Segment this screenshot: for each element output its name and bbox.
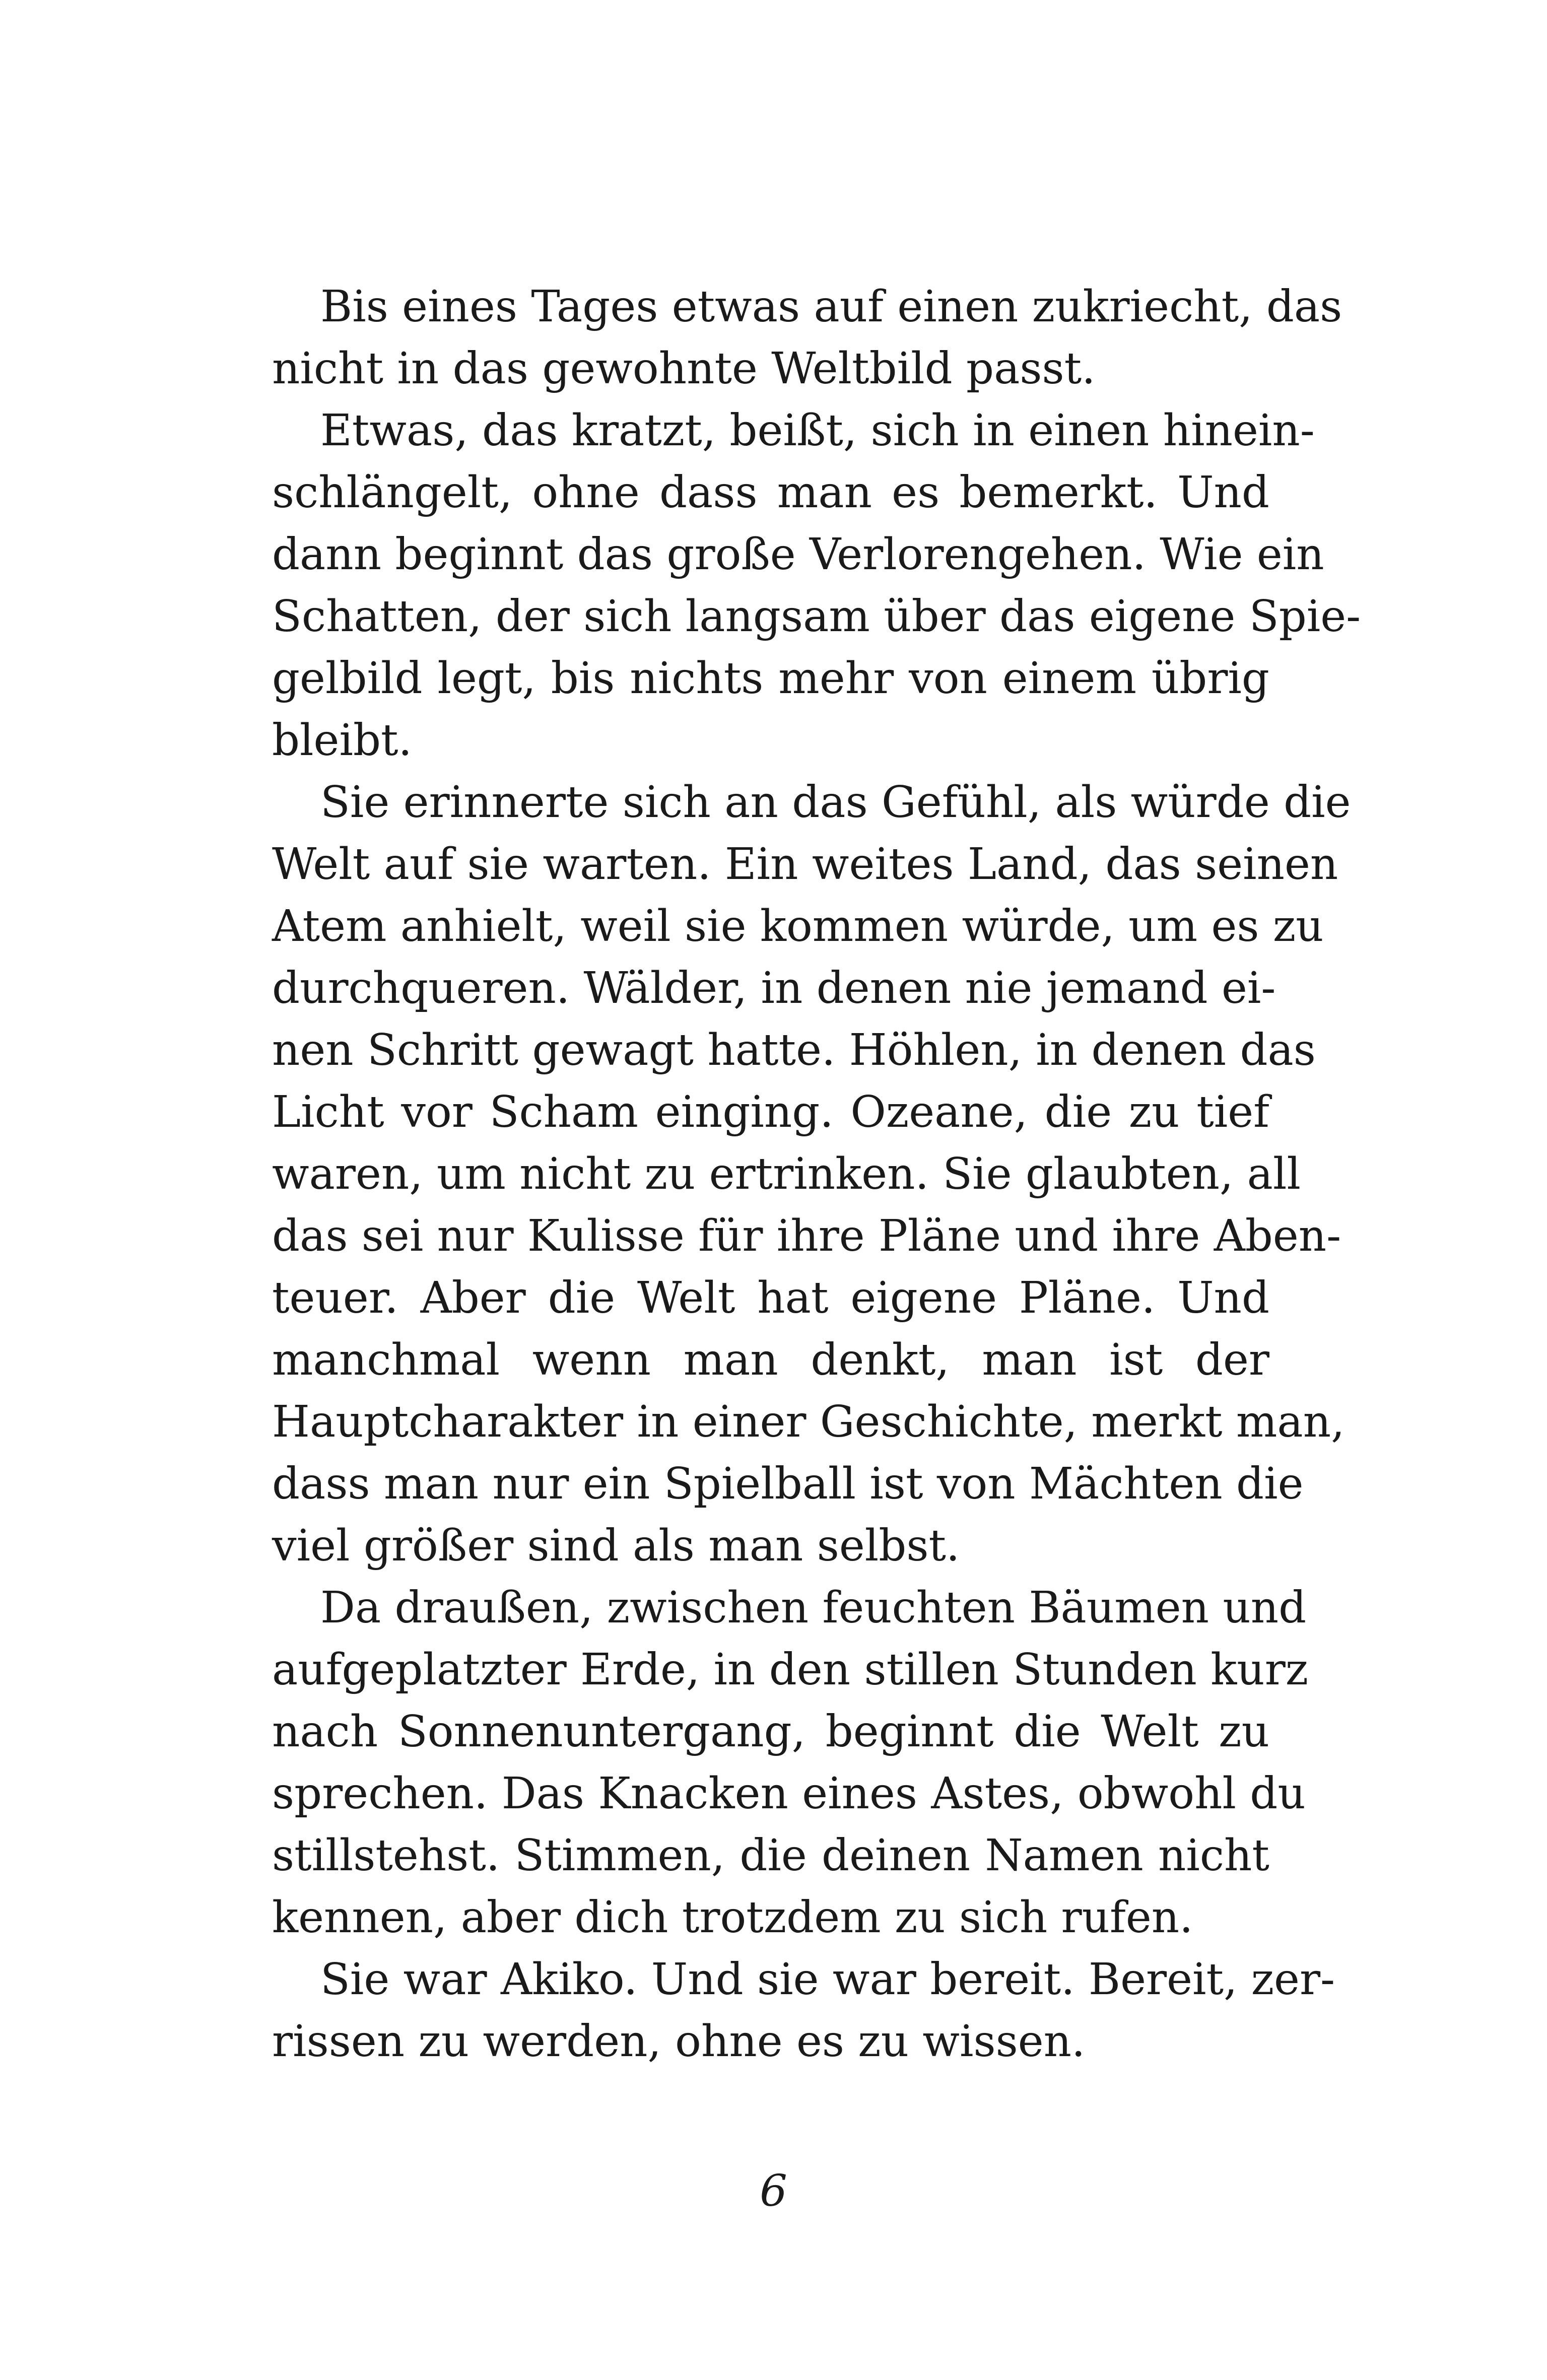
body-text bbox=[272, 276, 1361, 2073]
text-line: Da draußen, zwischen feuchten Bäumen und bbox=[320, 1583, 1307, 1633]
text-line: Welt auf sie warten. Ein weites Land, das seinen bbox=[272, 839, 1338, 890]
paragraph bbox=[272, 1577, 1309, 1949]
text-line: stillstehst. Stimmen, die deinen Namen nicht bbox=[272, 1830, 1269, 1881]
text-line: gelbild legt, bis nichts mehr von einem übrig bbox=[272, 653, 1269, 704]
text-line: Schatten, der sich langsam über das eigene Spie- bbox=[272, 591, 1361, 642]
text-line: schlängelt, ohne dass man es bemerkt. Und bbox=[272, 467, 1269, 518]
paragraph bbox=[272, 1949, 1335, 2073]
text-line: sprechen. Das Knacken eines Astes, obwohl du bbox=[272, 1769, 1306, 1819]
page-number: 6 bbox=[760, 2166, 787, 2216]
text-line: dann beginnt das große Verlorengehen. Wie ein bbox=[272, 529, 1324, 580]
text-line: Atem anhielt, weil sie kommen würde, um es zu bbox=[272, 901, 1324, 951]
text-line: nicht in das gewohnte Weltbild passt. bbox=[272, 344, 1096, 394]
text-line: Bis eines Tages etwas auf einen zukriecht, das bbox=[320, 282, 1342, 332]
text-line: waren, um nicht zu ertrinken. Sie glaubten, all bbox=[272, 1149, 1301, 1199]
text-line: Hauptcharakter in einer Geschichte, merkt man, bbox=[272, 1397, 1345, 1447]
text-line: dass man nur ein Spielball ist von Mächten die bbox=[272, 1459, 1304, 1509]
text-line: manchmal wenn man denkt, man ist der bbox=[272, 1335, 1269, 1385]
text-line: aufgeplatzter Erde, in den stillen Stunden kurz bbox=[272, 1645, 1309, 1695]
text-line: das sei nur Kulisse für ihre Pläne und ihre Aben- bbox=[272, 1211, 1341, 1261]
paragraph bbox=[272, 400, 1361, 772]
paragraph bbox=[272, 276, 1342, 400]
text-line: nen Schritt gewagt hatte. Höhlen, in denen das bbox=[272, 1025, 1316, 1075]
text-line: Sie erinnerte sich an das Gefühl, als würde die bbox=[320, 777, 1351, 828]
text-line: Licht vor Scham einging. Ozeane, die zu tief bbox=[272, 1087, 1269, 1137]
text-line: rissen zu werden, ohne es zu wissen. bbox=[272, 2016, 1086, 2067]
text-line: bleibt. bbox=[272, 715, 412, 766]
text-line: Sie war Akiko. Und sie war bereit. Bereit, zer- bbox=[320, 1954, 1335, 2005]
text-line: durchqueren. Wälder, in denen nie jemand ei- bbox=[272, 963, 1276, 1013]
text-line: Etwas, das kratzt, beißt, sich in einen hinein- bbox=[320, 405, 1315, 456]
text-line: viel größer sind als man selbst. bbox=[272, 1521, 960, 1571]
text-line: teuer. Aber die Welt hat eigene Pläne. Und bbox=[272, 1273, 1269, 1323]
text-line: nach Sonnenuntergang, beginnt die Welt zu bbox=[272, 1707, 1269, 1757]
text-line: kennen, aber dich trotzdem zu sich rufen. bbox=[272, 1892, 1193, 1943]
paragraph bbox=[272, 772, 1351, 1577]
